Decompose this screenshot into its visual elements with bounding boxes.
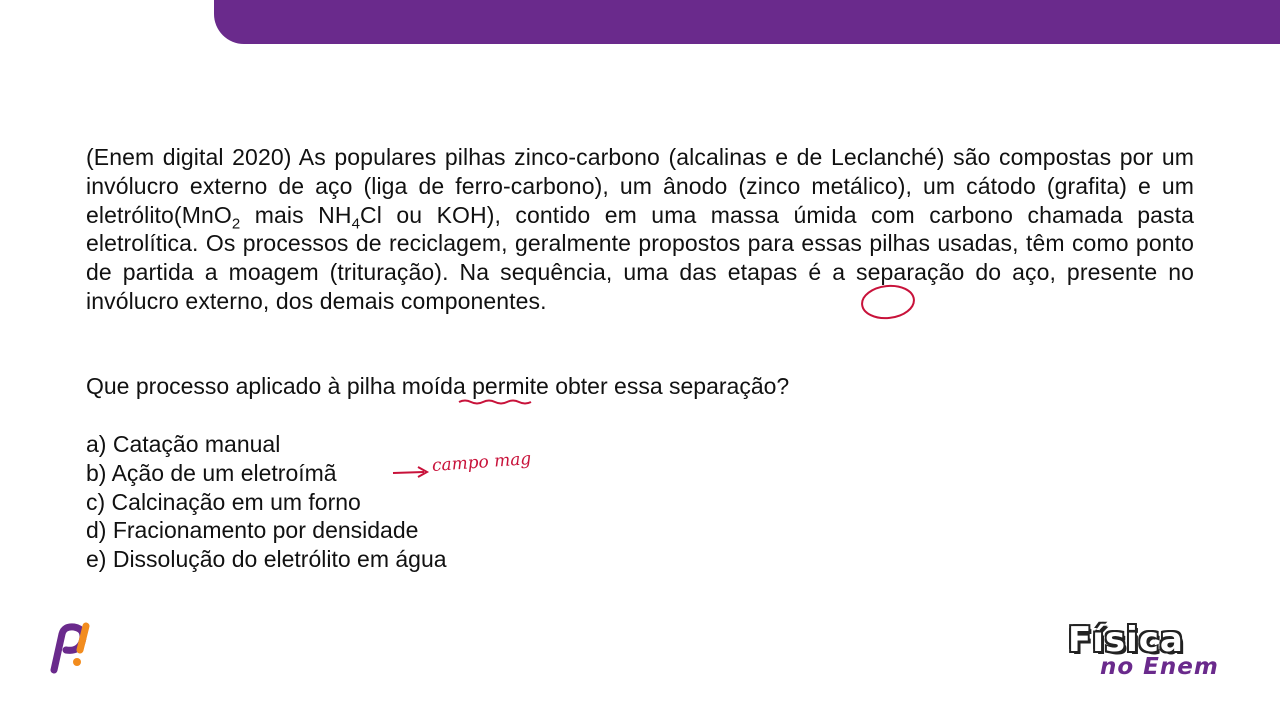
option-c[interactable]: c) Calcinação em um forno [86,488,361,515]
question-text [86,143,1194,316]
underline-annotation [459,401,531,404]
logo-line2: no Enem [1100,654,1219,680]
top-banner-bar [214,0,1280,44]
logo-p-icon [44,620,94,674]
question-prompt: Que processo aplicado à pilha moída permite obter essa separação? [86,373,790,399]
question-text-part2: mais NH [240,201,352,228]
option-d[interactable]: d) Fracionamento por densidade [86,517,419,544]
handwritten-note: campo mag [431,449,532,476]
subscript-4: 4 [351,215,361,233]
question-text-part1: (Enem digital 2020) As populares pilhas zinco-carbono (alcalinas e de Leclanché) são compostas por um invólucro externo de aço (liga de ferro-carbono), um ânodo (zinco metálico), um cátodo (grafita) e um eletrólito(MnO [86,144,1194,228]
option-e[interactable]: e) Dissolução do eletrólito em água [86,546,447,573]
question-text-part3: Cl ou KOH), contido em uma massa úmida com carbono chamada pasta eletrolítica. Os processos de reciclagem, geralmente propostos para essas pilhas usadas, têm como ponto de partida a moagem (trituração). Na sequência, uma das etapas é a separação do aço, presente no invólucro externo, dos demais componentes. [86,201,1194,314]
answer-options [86,430,447,574]
fisica-no-enem-logo [1062,620,1242,684]
logo-line1: Física [1068,620,1184,660]
option-b[interactable]: b) Ação de um eletroímã [86,459,337,486]
option-a[interactable]: a) Catação manual [86,431,281,457]
subscript-2: 2 [231,215,241,233]
